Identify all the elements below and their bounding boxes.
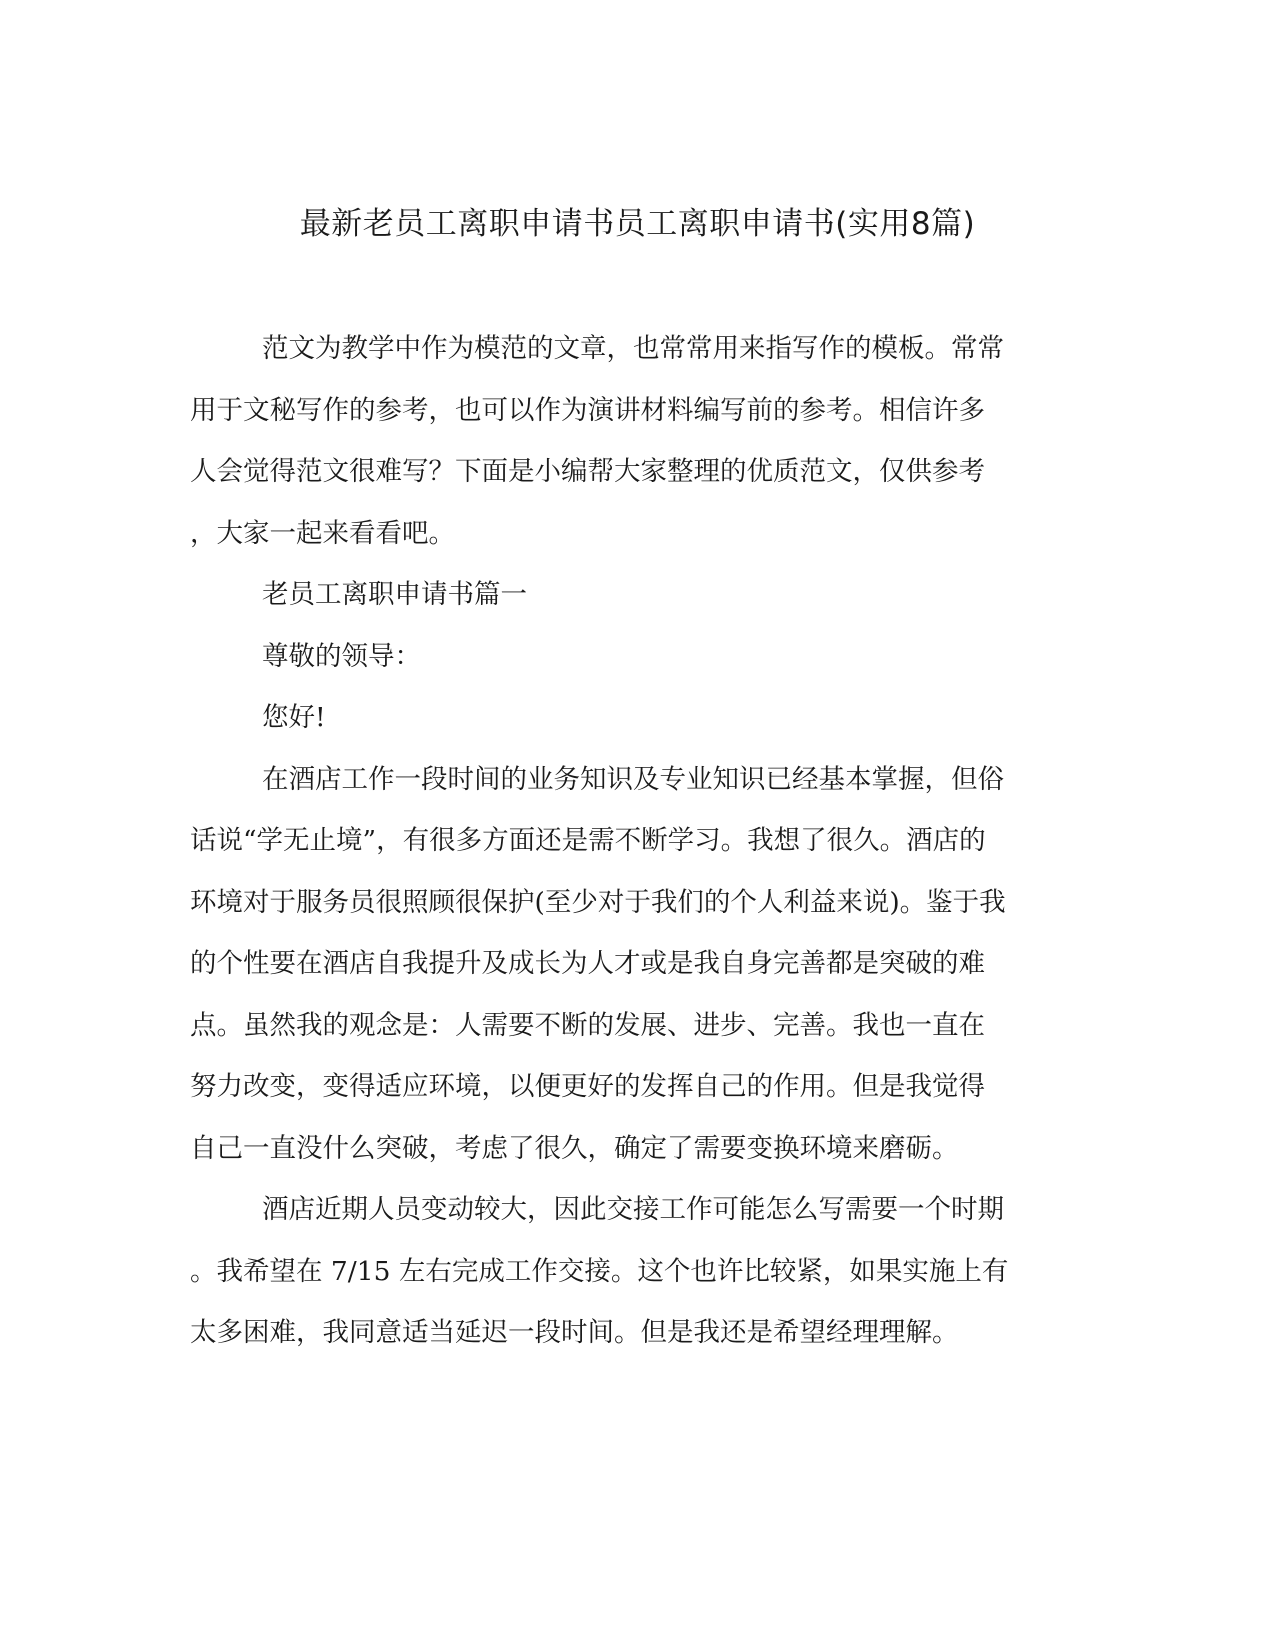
text-line: ，大家一起来看看吧。: [190, 517, 455, 549]
text-line: 酒店近期人员变动较大，因此交接工作可能怎么写需要一个时期: [262, 1194, 1004, 1225]
text-line: 努力改变，变得适应环境，以便更好的发挥自己的作用。但是我觉得: [190, 1071, 985, 1102]
text-line: 用于文秘写作的参考，也可以作为演讲材料编写前的参考。相信许多: [190, 394, 985, 426]
text-line: 话说“学无止境”，有很多方面还是需不断学习。我想了很久。酒店的: [190, 825, 986, 856]
document-body: [190, 318, 1080, 1364]
text-line: 在酒店工作一段时间的业务知识及专业知识已经基本掌握，但俗: [262, 763, 1004, 795]
text-line: 。我希望在 7/15 左右完成工作交接。这个也许比较紧，如果实施上有: [190, 1255, 1009, 1287]
text-line: 老员工离职申请书篇一: [262, 579, 527, 610]
document-title: 最新老员工离职申请书员工离职申请书(实用8篇): [299, 206, 976, 242]
text-line: 人会觉得范文很难写？下面是小编帮大家整理的优质范文，仅供参考: [190, 456, 985, 487]
text-line: 的个性要在酒店自我提升及成长为人才或是我自身完善都是突破的难: [190, 948, 985, 979]
text-line: 范文为教学中作为模范的文章，也常常用来指写作的模板。常常: [262, 333, 1004, 364]
text-line: 自己一直没什么突破，考虑了很久，确定了需要变换环境来磨砺。: [190, 1132, 959, 1164]
text-line: 点。虽然我的观念是：人需要不断的发展、进步、完善。我也一直在: [190, 1009, 985, 1041]
text-line: 您好!: [262, 702, 326, 733]
text-line: 尊敬的领导：: [262, 640, 421, 672]
text-line: 太多困难，我同意适当延迟一段时间。但是我还是希望经理理解。: [190, 1317, 959, 1348]
text-line: 环境对于服务员很照顾很保护(至少对于我们的个人利益来说)。鉴于我: [190, 886, 1006, 918]
